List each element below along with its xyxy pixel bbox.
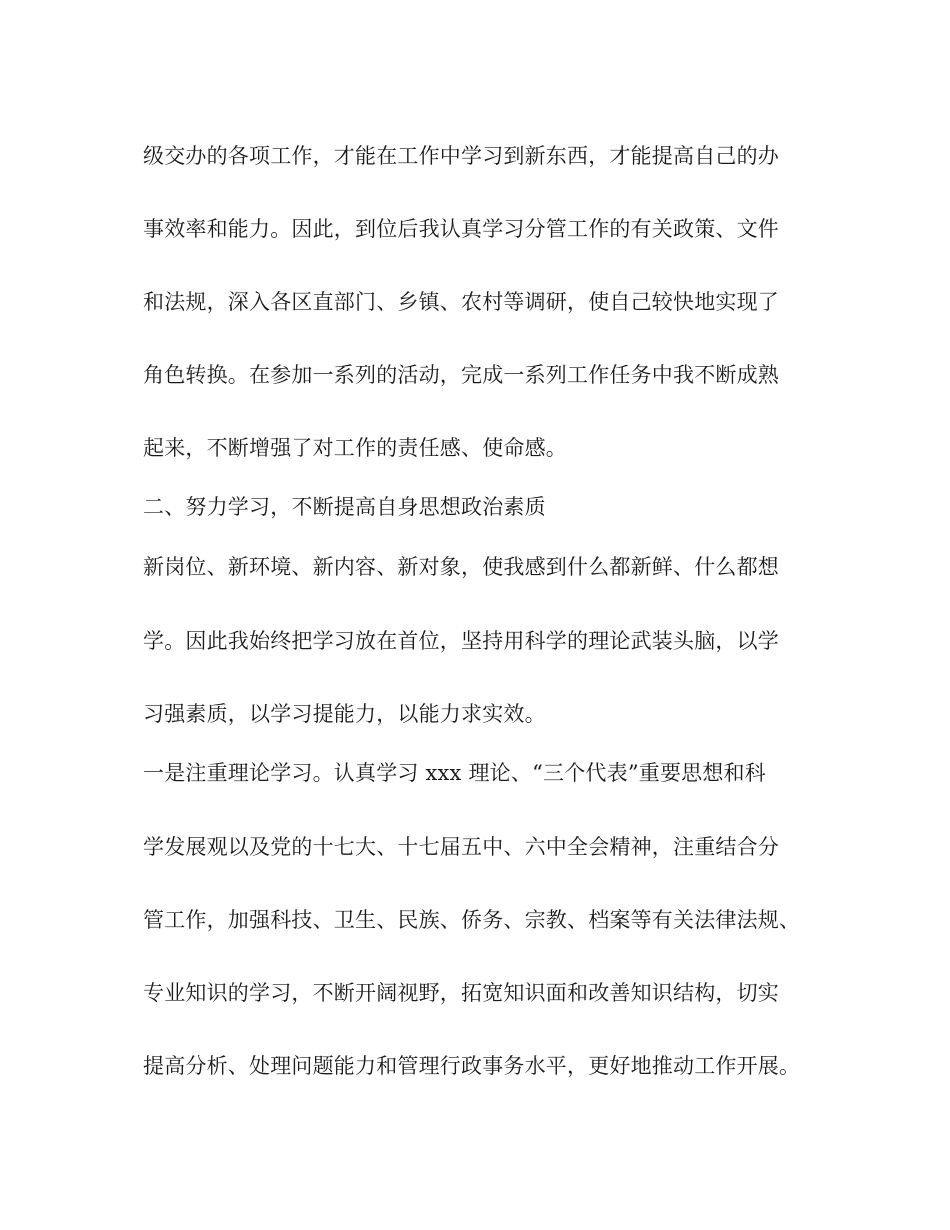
text-line: 专业知识的学习，不断开阔视野，拓宽知识面和改善知识结构，切实 — [143, 981, 779, 1005]
text-line: 学。因此我始终把学习放在首位，坚持用科学的理论武装头脑，以学 — [143, 629, 779, 653]
text-line: 管工作，加强科技、卫生、民族、侨务、宗教、档案等有关法律法规、 — [143, 908, 801, 932]
text-line: 和法规，深入各区直部门、乡镇、农村等调研，使自己较快地实现了 — [143, 290, 779, 314]
text-line: 新岗位、新环境、新内容、新对象，使我感到什么都新鲜、什么都想 — [143, 555, 779, 579]
text-line: 一是注重理论学习。认真学习 xxx 理论、“三个代表”重要思想和科 — [143, 761, 766, 785]
text-line: 事效率和能力。因此，到位后我认真学习分管工作的有关政策、文件 — [143, 217, 779, 241]
text-line: 学发展观以及党的十七大、十七届五中、六中全会精神，注重结合分 — [143, 835, 779, 859]
section-heading: 二、努力学习，不断提高自身思想政治素质 — [143, 495, 546, 519]
text-line: 角色转换。在参加一系列的活动，完成一系列工作任务中我不断成熟 — [143, 363, 779, 387]
text-line: 级交办的各项工作，才能在工作中学习到新东西，才能提高自己的办 — [143, 144, 779, 168]
text-line: 习强素质，以学习提能力，以能力求实效。 — [143, 702, 546, 726]
text-line: 起来，不断增强了对工作的责任感、使命感。 — [143, 436, 567, 460]
text-line: 提高分析、处理问题能力和管理行政事务水平，更好地推动工作开展。 — [143, 1054, 801, 1078]
